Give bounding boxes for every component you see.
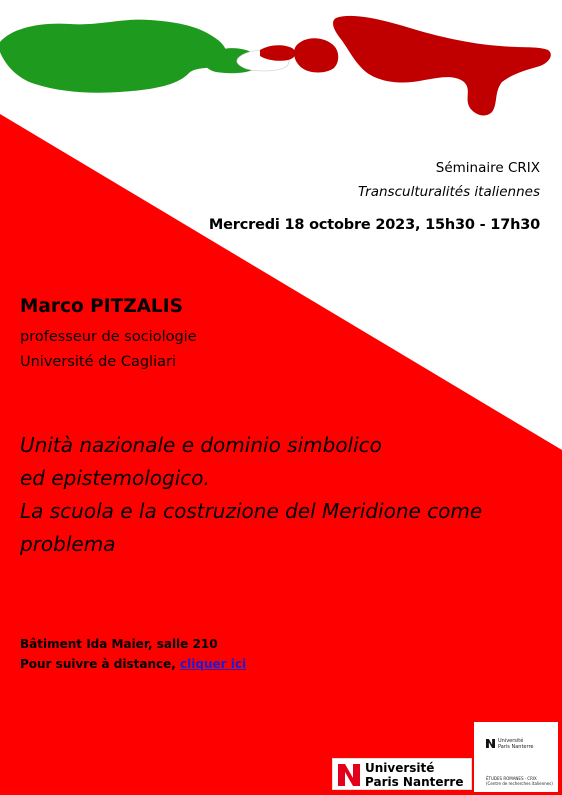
speaker-name: Marco PITZALIS [20,296,183,317]
talk-title-line: Unità nazionale e dominio simbolico [20,433,382,457]
crix-logo-mark-icon [486,739,495,748]
universite-paris-nanterre-logo [332,758,472,790]
crix-logo-line-2: Paris Nanterre [498,744,534,750]
nanterre-logo-mark-icon [338,764,360,786]
crix-caption-line-2: (Centre de recherches italiennes) [486,781,553,786]
italy-map-illustration [0,16,551,116]
talk-title-line: La scuola e la costruzione del Meridione come [20,499,483,523]
remote-access-link[interactable]: cliquer ici [180,657,247,671]
talk-title [20,429,540,561]
event-location: Bâtiment Ida Maier, salle 210 [20,637,218,651]
talk-title-line: problema [20,532,116,556]
event-date-time: Mercredi 18 octobre 2023, 15h30 - 17h30 [208,217,540,233]
crix-caption-line-1: ÉTUDES ROMANES · CRIX [486,776,537,781]
map-red-island [260,45,295,61]
seminar-series-title: Séminaire CRIX [435,160,540,176]
crix-logo [474,722,558,792]
talk-title-line: ed epistemologico. [20,466,210,490]
speaker-university: Université de Cagliari [20,354,176,370]
map-green-region [0,20,227,93]
map-red-peninsula [333,16,551,116]
crix-logo-line-1: Université [498,738,524,744]
logo-line-2: Paris Nanterre [365,775,464,789]
map-red-sardinia [294,38,338,72]
remote-access-line [20,657,246,671]
logo-line-1: Université [365,761,435,775]
remote-access-prefix: Pour suivre à distance, [20,657,181,671]
speaker-role: professeur de sociologie [20,329,197,345]
seminar-subtitle: Transculturalités italiennes [357,184,540,200]
